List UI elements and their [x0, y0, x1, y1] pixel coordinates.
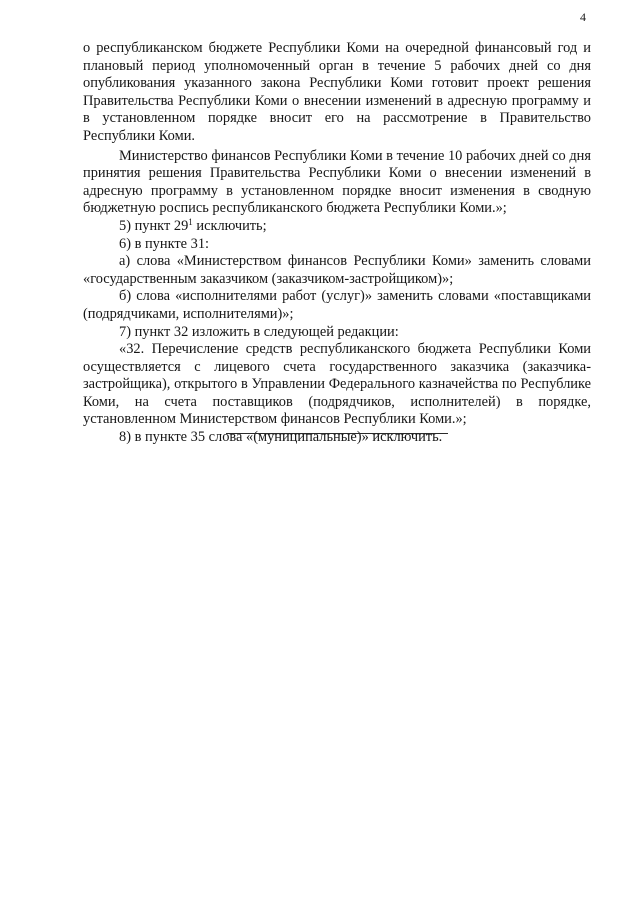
item-7: 7) пункт 32 изложить в следующей редакции: [119, 323, 399, 340]
item-8: 8) в пункте 35 слова «(муниципальные)» исключить. [119, 429, 443, 446]
document-body [83, 40, 591, 447]
item-32-text: «32. Перечисление средств республиканского бюджета Республики Коми осуществляется с лицевого счета государственного заказчика (заказчика-застройщика), открытого в Управлении Федерального казначейства по Республике Коми, на счета поставщиков (подрядчиков, исполнителей) в порядке, установленном Министерством финансов Республики Коми.»; [83, 341, 591, 428]
item-6: 6) в пункте 31: [119, 235, 210, 252]
item-5-text: 5) пункт 29 [119, 217, 189, 234]
paragraph-continuation: о республиканском бюджете Республики Коми на очередной финансовый год и плановый период уполномоченный орган в течение 5 рабочих дней со дня опубликования указанного закона Республики Коми готовит проект решения Правительства Республики Коми о внесении изменений в адресную программу и в установленном порядке вносит его на рассмотрение в Правительство Республики Коми. [83, 40, 591, 144]
item-5 [83, 218, 591, 236]
page-number: 4 [580, 10, 586, 24]
end-of-document-rule [226, 433, 448, 434]
item-5-text-end: исключить; [192, 217, 267, 234]
paragraph-ministry-finance: Министерство финансов Республики Коми в течение 10 рабочих дней со дня принятия решения Правительства Республики Коми о внесении изменений в адресную программу в установленном порядке вносит изменения в сводную бюджетную роспись республиканского бюджета Республики Коми.»; [83, 147, 591, 217]
item-6a: а) слова «Министерством финансов Республики Коми» заменить словами «государственным заказчиком (заказчиком-застройщиком)»; [83, 253, 591, 287]
item-6b: б) слова «исполнителями работ (услуг)» заменить словами «поставщиками (подрядчиками, исполнителями)»; [83, 288, 591, 322]
item-5-superscript: 1 [188, 216, 193, 227]
